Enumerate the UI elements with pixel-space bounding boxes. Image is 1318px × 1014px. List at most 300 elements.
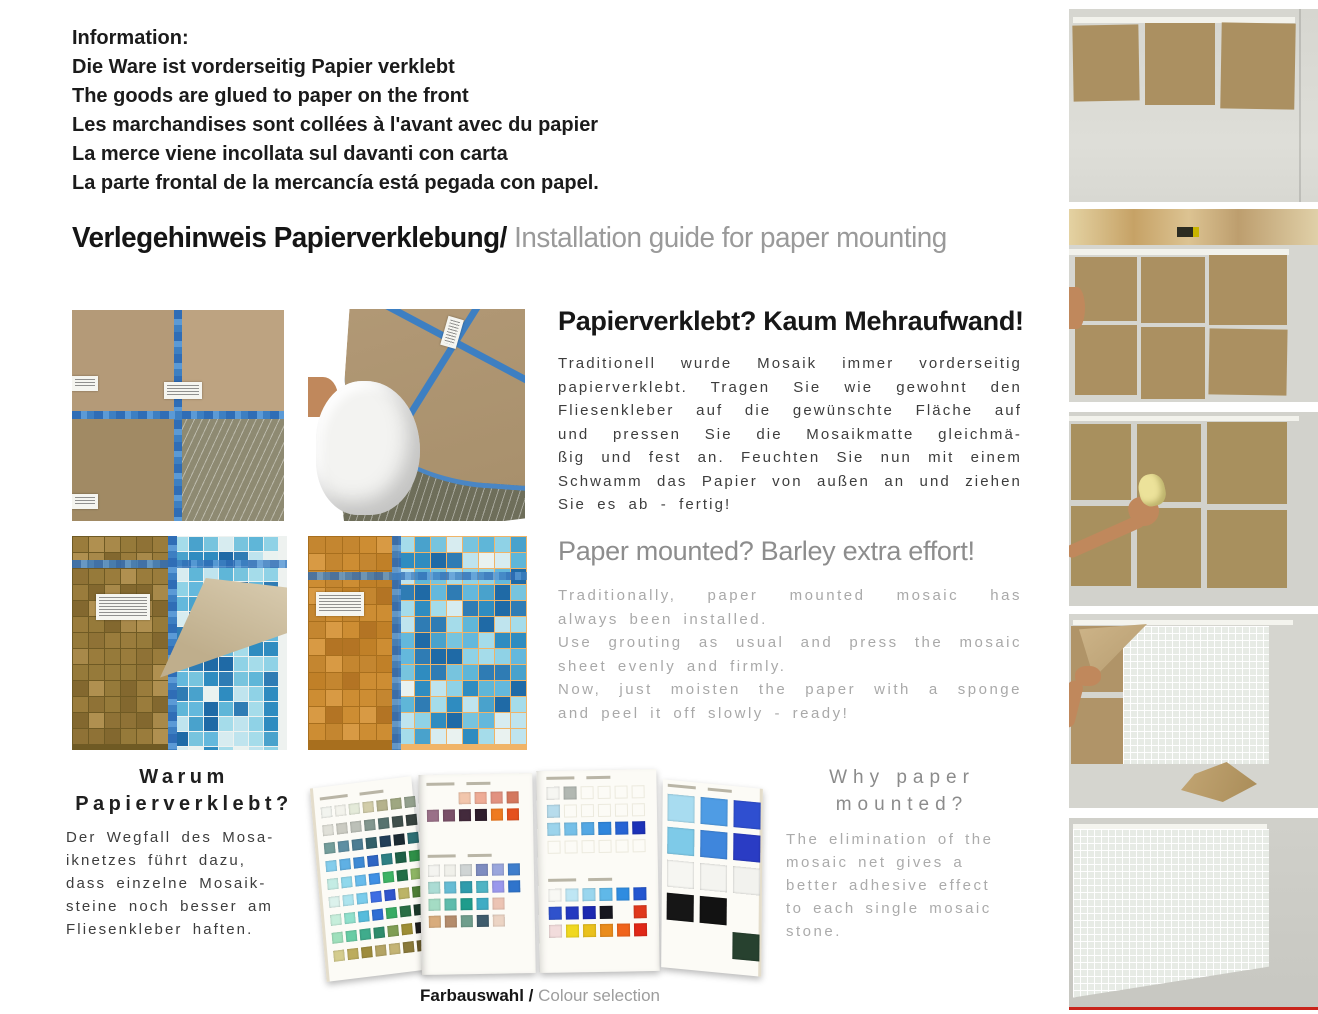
mosaic-tile: [219, 537, 233, 551]
photo-step-3-sponge-moistening: [1069, 412, 1318, 606]
color-chip: [386, 907, 398, 919]
color-chip: [491, 809, 503, 821]
mosaic-tile: [447, 617, 462, 632]
mosaic-tile: [479, 617, 494, 632]
color-chip: [338, 840, 350, 852]
color-chip: [633, 887, 646, 900]
text-line: Warum: [139, 766, 229, 788]
mosaic-tile: [189, 702, 203, 716]
mosaic-tile: [153, 601, 168, 616]
color-chip: [341, 876, 353, 888]
text-line: Papierverklebt?: [75, 793, 293, 815]
color-chip: [355, 874, 367, 886]
color-chip: [460, 898, 472, 910]
mosaic-tile: [431, 729, 446, 744]
mosaic-tile: [511, 729, 526, 744]
photo-glove-peeling-sheet: [308, 309, 525, 521]
mosaic-tile: [377, 724, 393, 740]
mosaic-tile: [479, 665, 494, 680]
mosaic-tile: [105, 713, 120, 728]
color-chip: [460, 881, 472, 893]
mosaic-tile: [309, 537, 325, 553]
color-chip: [565, 888, 578, 901]
blue-mosaic-tiles: [398, 536, 527, 750]
mosaic-tile: [399, 585, 414, 600]
mosaic-tile: [89, 537, 104, 552]
color-chip: [634, 923, 647, 936]
mosaic-tile: [219, 687, 233, 701]
color-chip: [461, 915, 473, 927]
color-chip: [547, 823, 560, 836]
color-chip: [356, 892, 368, 904]
mosaic-tile: [204, 687, 218, 701]
color-chip: [389, 943, 401, 955]
mosaic-tile: [360, 707, 376, 723]
mosaic-tile: [343, 622, 359, 638]
mosaic-tile: [360, 724, 376, 740]
mosaic-tile: [511, 537, 526, 552]
photo-paper-and-tiles: [308, 536, 527, 750]
gold-paper-mosaic: [72, 536, 173, 750]
white-mosaic-grid: [1073, 829, 1269, 1001]
color-chip: [373, 926, 385, 938]
mosaic-tile: [326, 622, 342, 638]
color-chip: [566, 906, 579, 919]
mosaic-tile: [249, 702, 263, 716]
color-chip: [392, 815, 404, 827]
mosaic-tile: [415, 553, 430, 568]
color-chip: [507, 791, 519, 803]
color-chip: [353, 856, 365, 868]
mosaic-tile: [326, 707, 342, 723]
orange-paper-mosaic: [308, 536, 398, 750]
mosaic-tile: [219, 747, 233, 750]
color-chip: [477, 915, 489, 927]
color-chip: [598, 822, 611, 835]
mosaic-tile: [511, 633, 526, 648]
heading-warum: [62, 764, 306, 818]
colour-selection-chart: [316, 766, 764, 984]
color-chip: [444, 864, 456, 876]
mosaic-tile: [463, 649, 478, 664]
mosaic-tile: [309, 656, 325, 672]
mosaic-tile: [511, 601, 526, 616]
mosaic-tile: [121, 633, 136, 648]
mosaic-tile: [399, 681, 414, 696]
mosaic-tile: [447, 697, 462, 712]
mosaic-tile: [463, 681, 478, 696]
empty-chip-slot: [564, 804, 577, 817]
mosaic-tile: [447, 713, 462, 728]
mosaic-tile: [73, 569, 88, 584]
page-title-de: Verlegehinweis Papierverklebung/: [72, 222, 507, 254]
mosaic-tile: [343, 537, 359, 553]
mosaic-tile: [234, 702, 248, 716]
empty-chip-slot: [733, 899, 760, 929]
color-chip: [407, 832, 419, 844]
color-chip: [396, 869, 408, 881]
mosaic-tile: [431, 617, 446, 632]
panel-header-mark: [548, 877, 638, 882]
mosaic-tile: [189, 567, 203, 581]
mosaic-tile: [153, 617, 168, 632]
color-chip: [324, 842, 336, 854]
mosaic-tile: [153, 729, 168, 744]
mosaic-tile: [463, 553, 478, 568]
text-line: Use grouting as usual and press the mosaic: [558, 634, 1022, 651]
mosaic-tile: [189, 717, 203, 731]
color-chip: [547, 805, 560, 818]
photo-peeling-paper-mosaic: [72, 536, 287, 750]
mosaic-tile: [264, 567, 278, 581]
color-chip: [581, 822, 594, 835]
mosaic-tile: [463, 697, 478, 712]
empty-chip-slot: [666, 926, 693, 956]
mosaic-tile: [360, 673, 376, 689]
mosaic-tile: [219, 732, 233, 746]
text-line: always been installed.: [558, 610, 768, 628]
panel-header-mark: [546, 775, 636, 780]
color-chip: [393, 833, 405, 845]
mosaic-tile: [234, 747, 248, 750]
color-chip: [476, 898, 488, 910]
panel-header-mark: [426, 781, 516, 786]
mosaic-tile: [249, 657, 263, 671]
color-chip: [378, 817, 390, 829]
mosaic-tile: [360, 639, 376, 655]
text-line: Traditionell wurde Mosaik immer vorderseitig: [558, 355, 1022, 372]
mosaic-tile: [121, 665, 136, 680]
mosaic-tile: [234, 717, 248, 731]
mosaic-tile: [495, 537, 510, 552]
mosaic-tile: [343, 707, 359, 723]
text-line: iknetzes führt dazu,: [66, 852, 247, 869]
mosaic-tile: [121, 713, 136, 728]
color-chip: [476, 881, 488, 893]
mosaic-tile: [447, 553, 462, 568]
color-chip: [443, 809, 455, 821]
empty-chip-slot: [598, 804, 611, 817]
empty-chip-slot: [581, 840, 594, 853]
text-line: The goods are glued to paper on the front: [72, 85, 469, 107]
mosaic-tile: [121, 537, 136, 552]
mosaic-tile: [309, 724, 325, 740]
mosaic-tile: [479, 681, 494, 696]
mosaic-tile: [105, 681, 120, 696]
color-chip: [375, 944, 387, 956]
color-chip: [700, 896, 727, 926]
paper-quadrant: [72, 310, 180, 416]
mosaic-tile: [377, 605, 393, 621]
mosaic-tile: [511, 665, 526, 680]
color-chip: [444, 898, 456, 910]
text-line: Information:: [72, 27, 189, 49]
mosaic-tile: [377, 554, 393, 570]
mosaic-tile: [326, 537, 342, 553]
product-label: [96, 594, 150, 620]
empty-chip-slot: [508, 897, 520, 909]
color-chip: [600, 906, 613, 919]
mosaic-tile: [89, 665, 104, 680]
chip-grid: [321, 796, 429, 962]
text-line: better adhesive effect: [786, 877, 991, 894]
mosaic-tile: [495, 697, 510, 712]
color-chip: [364, 819, 376, 831]
empty-chip-slot: [547, 841, 560, 854]
mosaic-tile: [447, 633, 462, 648]
mosaic-tile: [343, 656, 359, 672]
mosaic-tile: [377, 622, 393, 638]
mosaic-tile: [264, 672, 278, 686]
mosaic-tile: [73, 585, 88, 600]
mosaic-tile: [479, 697, 494, 712]
paper-sheet: [1141, 257, 1205, 323]
mosaic-tile: [189, 747, 203, 750]
mosaic-tile: [495, 713, 510, 728]
empty-chip-slot: [598, 840, 611, 853]
color-chip: [492, 881, 504, 893]
color-chip: [427, 810, 439, 822]
mosaic-tile: [399, 601, 414, 616]
mosaic-tile: [105, 697, 120, 712]
workshop-background: [1069, 209, 1318, 245]
mosaic-tile: [264, 732, 278, 746]
white-mosaic-grid: [1123, 626, 1269, 764]
mosaic-tile: [249, 717, 263, 731]
mosaic-tile: [73, 665, 88, 680]
text-line: mounted?: [835, 794, 969, 815]
heading-german: Papierverklebt? Kaum Mehraufwand!: [558, 306, 1024, 336]
mosaic-tile: [204, 702, 218, 716]
mosaic-tile: [360, 656, 376, 672]
mosaic-tile: [89, 681, 104, 696]
mosaic-tile: [360, 537, 376, 553]
paper-sheet: [1071, 698, 1123, 764]
paper-sheet: [1207, 510, 1287, 588]
mosaic-tile: [326, 673, 342, 689]
mosaic-tile: [219, 567, 233, 581]
mosaic-tile: [360, 690, 376, 706]
mosaic-tile: [73, 729, 88, 744]
mosaic-tile: [511, 585, 526, 600]
mosaic-tile: [511, 697, 526, 712]
mosaic-tile: [463, 537, 478, 552]
mosaic-tile: [121, 681, 136, 696]
color-chip: [667, 794, 694, 824]
color-chip: [344, 912, 356, 924]
mosaic-tile: [479, 713, 494, 728]
paper-sheet: [1072, 24, 1139, 101]
color-chip: [367, 855, 379, 867]
empty-chip-slot: [427, 793, 439, 805]
color-chip: [382, 871, 394, 883]
color-chip: [445, 915, 457, 927]
paper-sheet: [1075, 325, 1137, 395]
mosaic-tile: [431, 585, 446, 600]
mosaic-tile: [415, 729, 430, 744]
white-glove: [316, 381, 420, 515]
heading-english: Paper mounted? Barley extra effort!: [558, 536, 975, 566]
blue-tape: [72, 560, 287, 568]
text-line: Sie es ab - fertig!: [558, 496, 732, 513]
mosaic-tile: [73, 617, 88, 632]
mosaic-tile: [234, 567, 248, 581]
empty-chip-slot: [598, 786, 611, 799]
caption-english: Colour selection: [533, 986, 660, 1005]
page-title: [72, 222, 947, 255]
photo-step-1-sheets-on-wall: [1069, 9, 1318, 202]
color-chip: [632, 821, 645, 834]
mosaic-tile: [219, 672, 233, 686]
mosaic-tile: [377, 537, 393, 553]
mosaic-tile: [495, 553, 510, 568]
mosaic-tile: [431, 633, 446, 648]
paragraph-why: [786, 828, 1022, 943]
text-line: Fliesenkleber haften.: [66, 921, 254, 938]
paragraph-english: [558, 584, 1022, 725]
mosaic-tile: [415, 585, 430, 600]
mosaic-tile: [431, 601, 446, 616]
blue-tape: [308, 572, 527, 580]
color-chip: [667, 860, 694, 890]
color-chip: [493, 915, 505, 927]
mosaic-tile: [89, 713, 104, 728]
mosaic-tile: [249, 672, 263, 686]
mosaic-tile: [73, 649, 88, 664]
mosaic-tile: [89, 697, 104, 712]
mosaic-tile: [153, 569, 168, 584]
dark-object: [1177, 227, 1193, 237]
mosaic-tile: [264, 687, 278, 701]
mosaic-tile: [137, 681, 152, 696]
mosaic-tile: [189, 537, 203, 551]
mosaic-tile: [153, 713, 168, 728]
color-chip: [566, 924, 579, 937]
mosaic-tile: [399, 697, 414, 712]
color-chip: [339, 858, 351, 870]
mosaic-tile: [234, 657, 248, 671]
mosaic-tile: [219, 717, 233, 731]
mosaic-tile: [264, 657, 278, 671]
mosaic-tile: [137, 665, 152, 680]
color-chip: [475, 809, 487, 821]
mosaic-tile: [309, 639, 325, 655]
color-chip: [549, 907, 562, 920]
color-chip: [325, 860, 337, 872]
empty-chip-slot: [443, 792, 455, 804]
empty-chip-slot: [632, 839, 645, 852]
mosaic-tile: [463, 585, 478, 600]
mosaic-tile: [479, 649, 494, 664]
text-line: Now, just moisten the paper with a sponge: [558, 681, 1022, 698]
mosaic-tile: [219, 657, 233, 671]
color-chip: [376, 799, 388, 811]
color-chip: [732, 932, 759, 962]
color-chip: [372, 909, 384, 921]
photo-paper-back-adhesive: [72, 310, 284, 521]
mosaic-tile: [264, 747, 278, 750]
text-line: papierverklebt. Tragen Sie wie gewohnt den: [558, 378, 1022, 396]
color-chip: [564, 822, 577, 835]
chart-panel: [418, 773, 535, 975]
mosaic-tile: [73, 537, 88, 552]
text-line: La parte frontal de la mercancía está pegada con papel.: [72, 172, 599, 194]
mosaic-tile: [264, 702, 278, 716]
mosaic-tile: [463, 729, 478, 744]
color-chip: [444, 881, 456, 893]
color-chip: [404, 796, 416, 808]
mosaic-tile: [204, 732, 218, 746]
color-chip: [406, 814, 418, 826]
color-chip: [395, 851, 407, 863]
color-chip: [459, 809, 471, 821]
color-chip: [379, 835, 391, 847]
mosaic-tile: [399, 553, 414, 568]
color-chip: [333, 950, 345, 962]
paper-sheet: [1207, 422, 1287, 504]
color-chip: [492, 898, 504, 910]
mosaic-tile: [431, 649, 446, 664]
chart-caption: [316, 986, 764, 1006]
mosaic-tile: [431, 537, 446, 552]
empty-chip-slot: [632, 785, 645, 798]
mosaic-tile: [309, 673, 325, 689]
color-chip: [348, 803, 360, 815]
color-chip: [733, 800, 760, 830]
mosaic-tile: [447, 601, 462, 616]
mosaic-tile: [399, 633, 414, 648]
mosaic-tile: [326, 690, 342, 706]
mosaic-tile: [249, 687, 263, 701]
page-title-en: Installation guide for paper mounting: [506, 222, 947, 254]
mosaic-tile: [399, 617, 414, 632]
color-chip: [460, 864, 472, 876]
color-chip: [321, 806, 333, 818]
text-line: ßig und fest an. Feuchten Sie nun mit einem: [558, 449, 1022, 466]
mosaic-tile: [479, 537, 494, 552]
mosaic-tile: [431, 665, 446, 680]
text-line: mosaic net gives a: [786, 854, 965, 871]
color-chip: [508, 863, 520, 875]
color-chip: [362, 801, 374, 813]
blue-tape: [392, 536, 401, 750]
color-chip: [358, 910, 370, 922]
mosaic-tile: [309, 690, 325, 706]
mosaic-tile: [121, 649, 136, 664]
mosaic-tile: [495, 665, 510, 680]
mosaic-tile: [73, 681, 88, 696]
mosaic-tile: [399, 665, 414, 680]
text-line: Les marchandises sont collées à l'avant avec du papier: [72, 114, 599, 136]
mosaic-tile: [511, 713, 526, 728]
mosaic-tile: [447, 537, 462, 552]
mosaic-tile: [121, 569, 136, 584]
mosaic-tile: [73, 601, 88, 616]
mosaic-tile: [309, 554, 325, 570]
mosaic-tile: [479, 585, 494, 600]
mosaic-tile: [137, 729, 152, 744]
color-chip: [345, 930, 357, 942]
mosaic-tile: [343, 673, 359, 689]
mosaic-tile: [189, 687, 203, 701]
color-chip: [400, 905, 412, 917]
color-chip: [508, 880, 520, 892]
mosaic-tile: [431, 553, 446, 568]
empty-chip-slot: [581, 786, 594, 799]
mosaic-tile: [189, 732, 203, 746]
heading-why: [784, 764, 1020, 818]
color-chip: [547, 787, 560, 800]
